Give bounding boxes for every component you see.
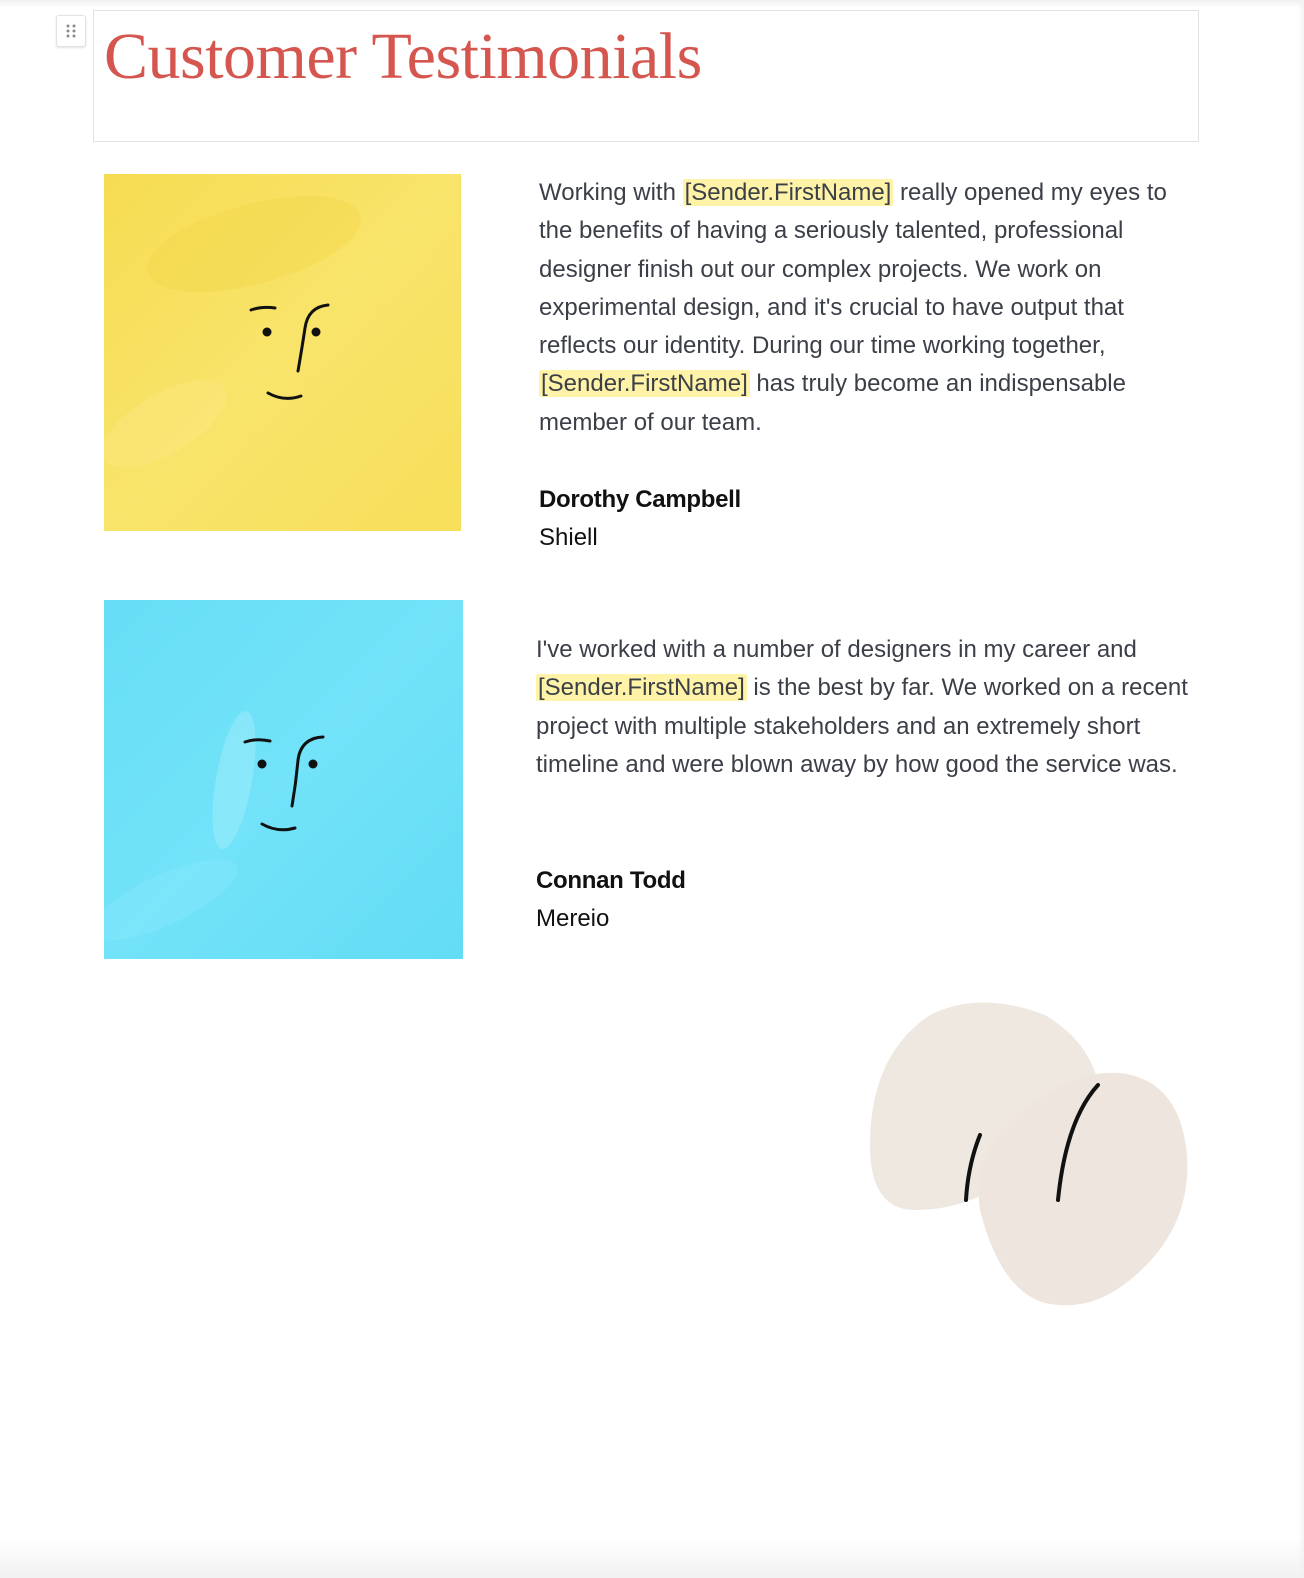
drag-handle-icon (65, 23, 77, 39)
avatar-image-dorothy (104, 174, 461, 531)
top-edge-shadow (0, 0, 1304, 8)
sender-firstname-token[interactable]: [Sender.FirstName] (541, 370, 748, 398)
right-edge-shadow (1298, 0, 1304, 1578)
title-block[interactable] (93, 10, 1199, 142)
quote-text: is the best by far. We worked on a recent project with multiple stakeholders and an extremely short timeline and were blown away by how good the service was. (536, 674, 1188, 778)
quote-text: really opened my eyes to the benefits of having a seriously talented, professional designer finish out our complex projects. We work on experimental design, and it's crucial to have output that reflects our identity. During our time working together, (539, 179, 1167, 360)
author-name: Dorothy Campbell (539, 486, 741, 513)
quote-text: I've worked with a number of designers in my career and (536, 636, 1137, 663)
quote-text: has truly become an indispensable member of our team. (539, 370, 1126, 436)
page-title[interactable]: Customer Testimonials (104, 20, 702, 93)
quotation-mark-icon (860, 995, 1200, 1315)
smiling-face-icon (104, 600, 463, 959)
quotation-mark-decoration (860, 995, 1200, 1315)
quote-text: Working with (539, 179, 683, 206)
sender-firstname-token[interactable]: [Sender.FirstName] (538, 674, 745, 702)
testimonial-quote (539, 174, 1199, 442)
avatar-image-connan (104, 600, 463, 959)
author-company: Shiell (539, 524, 598, 551)
sender-firstname-token[interactable]: [Sender.FirstName] (684, 179, 892, 206)
bottom-edge-shadow (0, 1538, 1304, 1578)
smiling-face-icon (104, 174, 461, 531)
author-name: Connan Todd (536, 867, 686, 894)
author-company: Mereio (536, 905, 610, 932)
drag-handle-button[interactable] (56, 15, 86, 47)
testimonial-quote (536, 631, 1196, 784)
